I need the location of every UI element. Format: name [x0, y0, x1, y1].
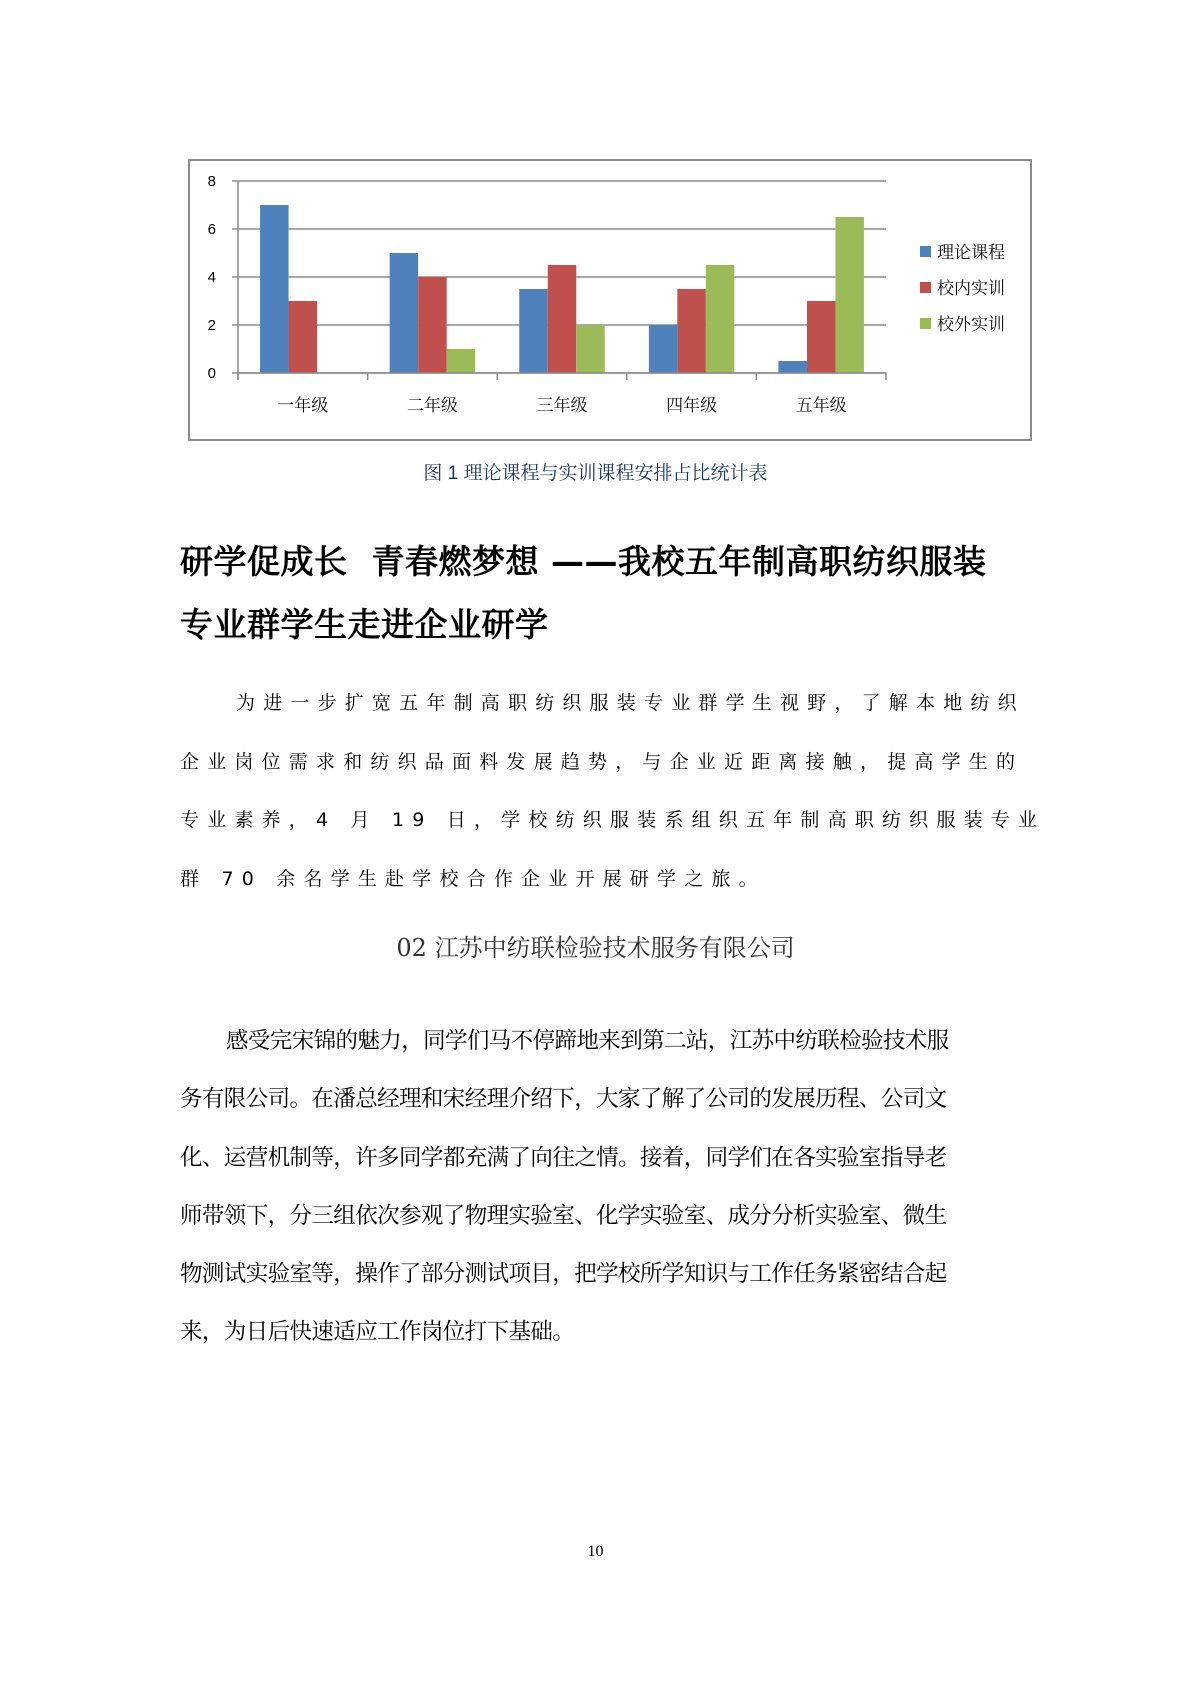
- y-tick-label: 2: [207, 317, 216, 334]
- x-category-label: 四年级: [666, 396, 718, 416]
- y-tick-label: 4: [207, 269, 216, 286]
- body-paragraph: [180, 1012, 1020, 1362]
- article-heading: [180, 530, 1020, 656]
- paragraph-line: 务有限公司。在潘总经理和宋经理介绍下，大家了解了公司的发展历程、公司文: [180, 1086, 947, 1113]
- section-subheading: 02 江苏中纺联检验技术服务有限公司: [396, 934, 795, 962]
- paragraph-line: 物测试实验室等，操作了部分测试项目，把学校所学知识与工作任务紧密结合起: [180, 1261, 947, 1288]
- bar-校内实训-二年级: [418, 277, 447, 373]
- legend-swatch-校内实训: [920, 282, 931, 293]
- bar-校外实训-五年级: [835, 217, 864, 373]
- bar-校内实训-三年级: [548, 265, 577, 373]
- bar-校内实训-五年级: [807, 301, 836, 373]
- paragraph-line: 企业岗位需求和纺织品面料发展趋势，与企业近距离接触，提高学生的: [180, 750, 1024, 773]
- y-tick-label: 6: [207, 221, 216, 238]
- legend-label: 校外实训: [937, 315, 1005, 335]
- bar-chart: [190, 161, 1030, 439]
- x-category-label: 二年级: [406, 396, 458, 416]
- bar-校内实训-四年级: [677, 289, 706, 373]
- legend-swatch-校外实训: [920, 318, 931, 329]
- bar-校内实训-一年级: [289, 301, 318, 373]
- paragraph-line: 感受完宋锦的魅力，同学们马不停蹄地来到第二站，江苏中纺联检验技术服: [226, 1028, 949, 1054]
- bar-校外实训-四年级: [706, 265, 735, 373]
- bar-理论课程-一年级: [260, 205, 289, 373]
- paragraph-line: 师带领下，分三组依次参观了物理实验室、化学实验室、成分分析实验室、微生: [180, 1202, 947, 1229]
- paragraph-line: 专业素养，4 月 19 日，学校纺织服装系组织五年制高职纺织服装专业: [180, 809, 1046, 831]
- bar-校外实训-二年级: [447, 349, 476, 373]
- x-category-label: 五年级: [795, 396, 847, 416]
- bar-理论课程-四年级: [649, 325, 678, 373]
- bar-理论课程-五年级: [778, 361, 807, 373]
- bar-校外实训-三年级: [576, 325, 605, 373]
- legend-label: 理论课程: [937, 243, 1005, 263]
- y-tick-label: 0: [207, 365, 216, 382]
- bar-理论课程-二年级: [390, 253, 419, 373]
- paragraph-line: 群 70 余名学生赴学校合作企业开展研学之旅。: [180, 867, 766, 890]
- x-category-label: 三年级: [536, 396, 588, 416]
- paragraph-line: 为进一步扩宽五年制高职纺织服装专业群学生视野，了解本地纺织: [236, 692, 1025, 714]
- x-category-label: 一年级: [277, 396, 329, 416]
- figure-caption: 图 1 理论课程与实训课程安排占比统计表: [423, 463, 768, 484]
- y-tick-label: 8: [207, 173, 216, 190]
- chart-figure: [188, 159, 1032, 441]
- intro-paragraph: [180, 674, 1046, 908]
- heading-line-1: 研学促成长 青春燃梦想 ——我校五年制高职纺织服装: [180, 542, 987, 581]
- bar-理论课程-三年级: [519, 289, 548, 373]
- heading-line-2: 专业群学生走进企业研学: [180, 605, 549, 644]
- legend-swatch-理论课程: [920, 246, 931, 257]
- paragraph-line: 化、运营机制等，许多同学都充满了向往之情。接着，同学们在各实验室指导老: [180, 1144, 947, 1171]
- page-number: 10: [587, 1543, 604, 1560]
- legend-label: 校内实训: [937, 279, 1005, 299]
- paragraph-line: 来，为日后快速适应工作岗位打下基础。: [180, 1319, 575, 1346]
